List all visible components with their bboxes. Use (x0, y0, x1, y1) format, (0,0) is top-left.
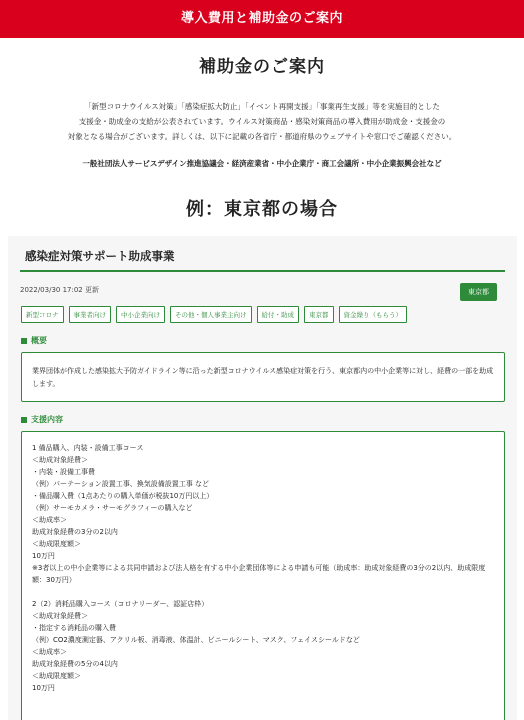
support-line: ＜助成率＞ (32, 648, 67, 656)
support-line: ・指定する消耗品の購入費 (32, 624, 116, 632)
title-divider (20, 270, 505, 272)
support-line: ＜助成率＞ (32, 516, 67, 524)
support-line: ※3者以上の中小企業等による共同申請および法人格を有する中小企業団体等による申請も可能（助成率：助成対象経費の3分の2以内、助成限度額：30万円） (32, 564, 486, 584)
support-line: ＜助成対象経費＞ (32, 456, 88, 464)
support-line: ＜助成限度額＞ (32, 672, 81, 680)
overview-box (21, 352, 505, 402)
page-title: 補助金のご案内 (199, 57, 325, 77)
intro-line: 支援金・助成金の支給が公表されています。ウイルス対策商品・感染対策商品の導入費用が助成金・支援金の (78, 117, 446, 126)
support-line: 1 備品購入、内装・設備工事コース (32, 444, 144, 452)
updated-date: 2022/03/30 17:02 更新 (20, 286, 99, 294)
tag-item[interactable]: 事業者向け (69, 306, 112, 323)
top-banner (0, 0, 524, 38)
support-box (21, 431, 505, 720)
meta-row (20, 276, 505, 300)
intro-line: 「新型コロナウイルス対策」「感染症拡大防止」「イベント再開支援」「事業再生支援」等を実施目的とした (84, 102, 440, 111)
tag-list (21, 306, 505, 323)
tag-item[interactable]: 東京都 (304, 306, 334, 323)
region-badge[interactable]: 東京都 (460, 283, 497, 301)
tag-item[interactable]: その他・個人事業主向け (170, 306, 252, 323)
support-line: ・内装・設備工事費 (32, 468, 95, 476)
support-line: ・備品購入費（1点あたりの購入単価が税抜10万円以上） (32, 492, 214, 500)
support-line: （例）CO2濃度測定器、アクリル板、消毒液、体温計、ビニールシート、マスク、フェイスシールドなど (32, 636, 360, 644)
support-line: 10万円 (32, 552, 55, 560)
tag-item[interactable]: 資金繰り（もらう） (339, 306, 408, 323)
tag-item[interactable]: 新型コロナ (21, 306, 64, 323)
support-line: 2（2）消耗品購入コース（コロナリーダー、認証店枠） (32, 600, 209, 608)
support-line: ＜助成限度額＞ (32, 540, 81, 548)
overview-heading (21, 335, 517, 346)
intro-line: 対象となる場合がございます。詳しくは、以下に記載の各省庁・都道府県のウェブサイトや窓口でご確認ください。 (67, 132, 457, 141)
support-line: （例）サーモカメラ・サーモグラフィーの購入など (32, 504, 193, 512)
example-title: 例：東京都の場合 (186, 199, 338, 220)
support-line: 助成対象経費の5分の4以内 (32, 660, 118, 668)
square-icon (21, 417, 27, 423)
support-line: ＜助成対象経費＞ (32, 612, 88, 620)
tag-item[interactable]: 中小企業向け (116, 306, 165, 323)
banner-title: 導入費用と補助金のご案内 (180, 11, 343, 26)
overview-text: 業界団体が作成した感染拡大予防ガイドライン等に沿った新型コロナウイルス感染症対策を行う、東京都内の中小企業等に対し、経費の一部を助成します。 (32, 367, 494, 388)
overview-heading-label: 概要 (31, 336, 47, 345)
support-line: 10万円 (32, 684, 55, 692)
support-heading-label: 支援内容 (31, 415, 63, 424)
subsidy-title: 感染症対策サポート助成事業 (25, 249, 175, 263)
tag-item[interactable]: 給付・助成 (257, 306, 300, 323)
support-line: （例）パーテーション設置工事、換気設備設置工事 など (32, 480, 209, 488)
support-line (32, 586, 494, 598)
subsidy-panel (8, 236, 517, 720)
support-line: 助成対象経費の3分の2以内 (32, 528, 118, 536)
intro-text (30, 99, 494, 144)
square-icon (21, 338, 27, 344)
organizations-line: 一般社団法人サービスデザイン推進協議会・経済産業省・中小企業庁・商工会議所・中小企業振興会社など (82, 159, 442, 168)
support-heading (21, 414, 517, 425)
